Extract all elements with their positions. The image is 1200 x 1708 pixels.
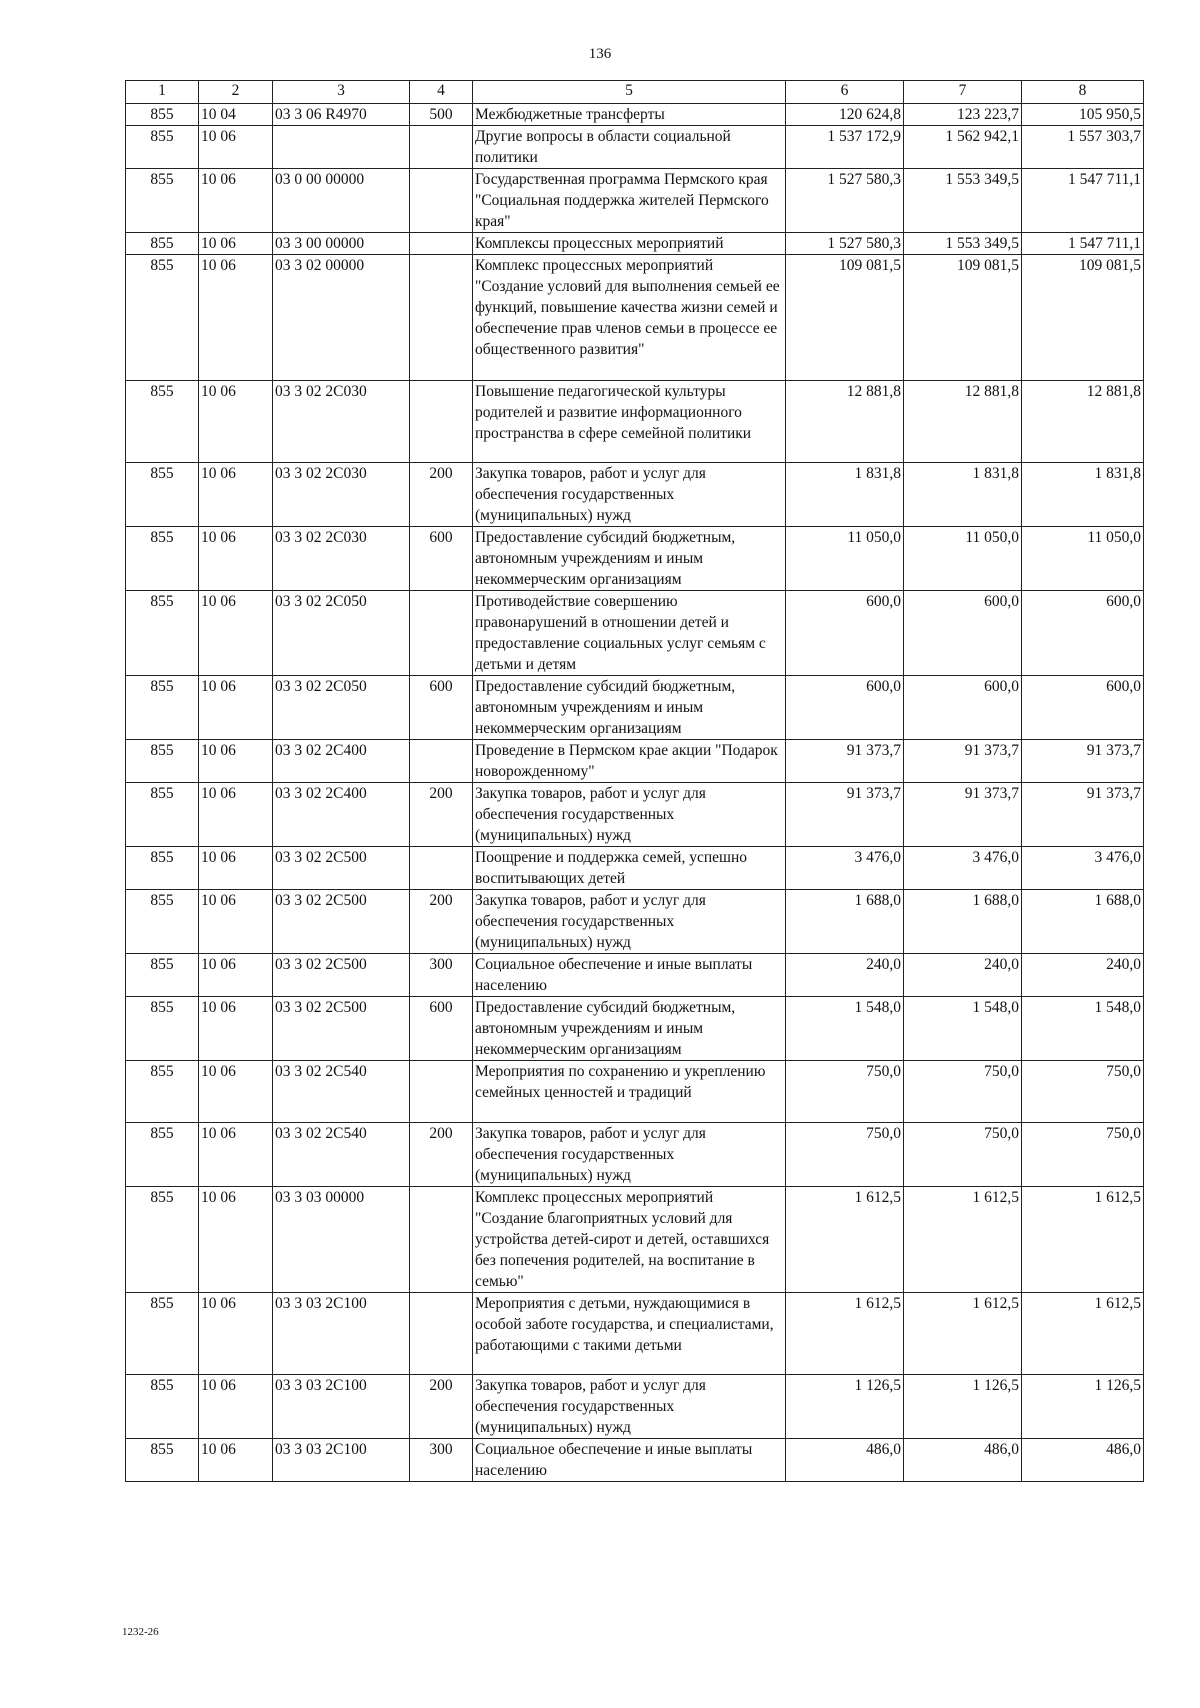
amount-year3-cell: 600,0 — [1022, 591, 1144, 676]
description-cell: Социальное обеспечение и иные выплаты населению — [473, 1439, 786, 1482]
target-article-cell: 03 3 02 2С050 — [273, 676, 410, 740]
expense-type-cell — [410, 740, 473, 783]
amount-year3-cell: 1 557 303,7 — [1022, 126, 1144, 169]
amount-year2-cell: 1 831,8 — [904, 463, 1022, 527]
amount-year1-cell: 109 081,5 — [786, 255, 904, 381]
table-row — [126, 954, 1144, 997]
description-cell: Закупка товаров, работ и услуг для обеспечения государственных (муниципальных) нужд — [473, 890, 786, 954]
amount-year1-cell: 1 831,8 — [786, 463, 904, 527]
description-cell: Комплекс процессных мероприятий "Создание благоприятных условий для устройства детей-сирот и детей, оставшихся без попечения родителей, на воспитание в семью" — [473, 1187, 786, 1293]
ministry-code-cell: 855 — [126, 169, 199, 233]
expense-type-cell — [410, 1187, 473, 1293]
amount-year1-cell: 3 476,0 — [786, 847, 904, 890]
amount-year3-cell: 1 548,0 — [1022, 997, 1144, 1061]
target-article-cell — [273, 126, 410, 169]
amount-year1-cell: 91 373,7 — [786, 740, 904, 783]
amount-year3-cell: 240,0 — [1022, 954, 1144, 997]
amount-year1-cell: 1 548,0 — [786, 997, 904, 1061]
ministry-code-cell: 855 — [126, 954, 199, 997]
description-cell: Закупка товаров, работ и услуг для обеспечения государственных (муниципальных) нужд — [473, 783, 786, 847]
section-code-cell: 10 06 — [199, 1123, 273, 1187]
table-row — [126, 463, 1144, 527]
expense-type-cell — [410, 1293, 473, 1375]
header-cell: 8 — [1022, 81, 1144, 104]
ministry-code-cell: 855 — [126, 1293, 199, 1375]
expense-type-cell: 200 — [410, 1375, 473, 1439]
target-article-cell: 03 3 02 2С540 — [273, 1123, 410, 1187]
target-article-cell: 03 3 03 2С100 — [273, 1439, 410, 1482]
section-code-cell: 10 06 — [199, 1439, 273, 1482]
amount-year3-cell: 1 547 711,1 — [1022, 169, 1144, 233]
amount-year1-cell: 750,0 — [786, 1123, 904, 1187]
description-cell: Межбюджетные трансферты — [473, 104, 786, 126]
table-row — [126, 527, 1144, 591]
section-code-cell: 10 06 — [199, 255, 273, 381]
section-code-cell: 10 06 — [199, 591, 273, 676]
amount-year1-cell: 1 537 172,9 — [786, 126, 904, 169]
table-row — [126, 169, 1144, 233]
amount-year1-cell: 486,0 — [786, 1439, 904, 1482]
amount-year3-cell: 1 831,8 — [1022, 463, 1144, 527]
target-article-cell: 03 3 02 00000 — [273, 255, 410, 381]
section-code-cell: 10 06 — [199, 1187, 273, 1293]
amount-year1-cell: 91 373,7 — [786, 783, 904, 847]
target-article-cell: 03 3 02 2С030 — [273, 463, 410, 527]
section-code-cell: 10 06 — [199, 381, 273, 463]
target-article-cell: 03 3 03 2С100 — [273, 1293, 410, 1375]
table-row — [126, 1187, 1144, 1293]
ministry-code-cell: 855 — [126, 1375, 199, 1439]
expense-type-cell — [410, 233, 473, 255]
description-cell: Предоставление субсидий бюджетным, автономным учреждениям и иным некоммерческим организациям — [473, 997, 786, 1061]
expense-type-cell: 300 — [410, 954, 473, 997]
description-cell: Предоставление субсидий бюджетным, автономным учреждениям и иным некоммерческим организациям — [473, 676, 786, 740]
ministry-code-cell: 855 — [126, 1439, 199, 1482]
amount-year2-cell: 1 553 349,5 — [904, 233, 1022, 255]
target-article-cell: 03 3 02 2С540 — [273, 1061, 410, 1123]
section-code-cell: 10 06 — [199, 997, 273, 1061]
ministry-code-cell: 855 — [126, 255, 199, 381]
amount-year3-cell: 3 476,0 — [1022, 847, 1144, 890]
amount-year2-cell: 486,0 — [904, 1439, 1022, 1482]
table-row — [126, 255, 1144, 381]
amount-year3-cell: 750,0 — [1022, 1061, 1144, 1123]
expense-type-cell: 200 — [410, 890, 473, 954]
amount-year3-cell: 109 081,5 — [1022, 255, 1144, 381]
amount-year2-cell: 600,0 — [904, 591, 1022, 676]
expense-type-cell — [410, 169, 473, 233]
expense-type-cell — [410, 126, 473, 169]
amount-year1-cell: 1 612,5 — [786, 1293, 904, 1375]
section-code-cell: 10 06 — [199, 740, 273, 783]
amount-year2-cell: 91 373,7 — [904, 740, 1022, 783]
table-row — [126, 1439, 1144, 1482]
amount-year1-cell: 1 126,5 — [786, 1375, 904, 1439]
expense-type-cell: 200 — [410, 463, 473, 527]
page-number: 136 — [588, 46, 612, 62]
target-article-cell: 03 3 02 2С050 — [273, 591, 410, 676]
header-cell: 6 — [786, 81, 904, 104]
ministry-code-cell: 855 — [126, 783, 199, 847]
amount-year2-cell: 1 562 942,1 — [904, 126, 1022, 169]
ministry-code-cell: 855 — [126, 1123, 199, 1187]
section-code-cell: 10 06 — [199, 1293, 273, 1375]
table-row — [126, 104, 1144, 126]
expense-type-cell: 600 — [410, 527, 473, 591]
expense-type-cell: 200 — [410, 1123, 473, 1187]
table-row — [126, 1123, 1144, 1187]
target-article-cell: 03 3 02 2С030 — [273, 527, 410, 591]
amount-year2-cell: 91 373,7 — [904, 783, 1022, 847]
amount-year2-cell: 750,0 — [904, 1123, 1022, 1187]
header-cell: 1 — [126, 81, 199, 104]
table-row — [126, 1293, 1144, 1375]
table-row — [126, 847, 1144, 890]
amount-year1-cell: 750,0 — [786, 1061, 904, 1123]
expense-type-cell: 500 — [410, 104, 473, 126]
table-row — [126, 233, 1144, 255]
header-cell: 5 — [473, 81, 786, 104]
section-code-cell: 10 06 — [199, 1061, 273, 1123]
amount-year3-cell: 1 612,5 — [1022, 1293, 1144, 1375]
target-article-cell: 03 3 02 2С500 — [273, 954, 410, 997]
amount-year1-cell: 11 050,0 — [786, 527, 904, 591]
header-cell: 7 — [904, 81, 1022, 104]
table-row — [126, 890, 1144, 954]
section-code-cell: 10 06 — [199, 676, 273, 740]
ministry-code-cell: 855 — [126, 463, 199, 527]
expense-type-cell: 600 — [410, 676, 473, 740]
table-row — [126, 997, 1144, 1061]
target-article-cell: 03 3 02 2С500 — [273, 847, 410, 890]
budget-table — [125, 80, 1144, 1482]
amount-year2-cell: 109 081,5 — [904, 255, 1022, 381]
description-cell: Государственная программа Пермского края "Социальная поддержка жителей Пермского края" — [473, 169, 786, 233]
target-article-cell: 03 3 02 2С030 — [273, 381, 410, 463]
amount-year1-cell: 1 688,0 — [786, 890, 904, 954]
amount-year3-cell: 11 050,0 — [1022, 527, 1144, 591]
expense-type-cell — [410, 591, 473, 676]
amount-year2-cell: 11 050,0 — [904, 527, 1022, 591]
table-row — [126, 1375, 1144, 1439]
description-cell: Закупка товаров, работ и услуг для обеспечения государственных (муниципальных) нужд — [473, 1375, 786, 1439]
table-row — [126, 381, 1144, 463]
expense-type-cell — [410, 1061, 473, 1123]
description-cell: Другие вопросы в области социальной политики — [473, 126, 786, 169]
ministry-code-cell: 855 — [126, 997, 199, 1061]
section-code-cell: 10 06 — [199, 954, 273, 997]
ministry-code-cell: 855 — [126, 890, 199, 954]
amount-year3-cell: 600,0 — [1022, 676, 1144, 740]
amount-year3-cell: 105 950,5 — [1022, 104, 1144, 126]
target-article-cell: 03 3 06 R4970 — [273, 104, 410, 126]
amount-year3-cell: 91 373,7 — [1022, 740, 1144, 783]
target-article-cell: 03 3 02 2С400 — [273, 783, 410, 847]
header-cell: 4 — [410, 81, 473, 104]
amount-year1-cell: 240,0 — [786, 954, 904, 997]
section-code-cell: 10 06 — [199, 233, 273, 255]
amount-year2-cell: 1 126,5 — [904, 1375, 1022, 1439]
amount-year3-cell: 1 126,5 — [1022, 1375, 1144, 1439]
amount-year3-cell: 1 612,5 — [1022, 1187, 1144, 1293]
amount-year3-cell: 486,0 — [1022, 1439, 1144, 1482]
amount-year2-cell: 1 612,5 — [904, 1187, 1022, 1293]
table-row — [126, 676, 1144, 740]
table-row — [126, 591, 1144, 676]
header-cell: 2 — [199, 81, 273, 104]
target-article-cell: 03 3 03 2С100 — [273, 1375, 410, 1439]
amount-year1-cell: 120 624,8 — [786, 104, 904, 126]
header-cell: 3 — [273, 81, 410, 104]
table-row — [126, 740, 1144, 783]
amount-year3-cell: 1 547 711,1 — [1022, 233, 1144, 255]
amount-year1-cell: 1 612,5 — [786, 1187, 904, 1293]
section-code-cell: 10 06 — [199, 783, 273, 847]
section-code-cell: 10 06 — [199, 126, 273, 169]
target-article-cell: 03 0 00 00000 — [273, 169, 410, 233]
section-code-cell: 10 06 — [199, 1375, 273, 1439]
target-article-cell: 03 3 03 00000 — [273, 1187, 410, 1293]
description-cell: Проведение в Пермском крае акции "Подарок новорожденному" — [473, 740, 786, 783]
description-cell: Предоставление субсидий бюджетным, автономным учреждениям и иным некоммерческим организациям — [473, 527, 786, 591]
ministry-code-cell: 855 — [126, 1187, 199, 1293]
amount-year3-cell: 1 688,0 — [1022, 890, 1144, 954]
amount-year2-cell: 1 548,0 — [904, 997, 1022, 1061]
amount-year2-cell: 3 476,0 — [904, 847, 1022, 890]
amount-year2-cell: 12 881,8 — [904, 381, 1022, 463]
ministry-code-cell: 855 — [126, 233, 199, 255]
description-cell: Закупка товаров, работ и услуг для обеспечения государственных (муниципальных) нужд — [473, 1123, 786, 1187]
description-cell: Мероприятия по сохранению и укреплению семейных ценностей и традиций — [473, 1061, 786, 1123]
amount-year1-cell: 600,0 — [786, 591, 904, 676]
expense-type-cell: 300 — [410, 1439, 473, 1482]
section-code-cell: 10 06 — [199, 890, 273, 954]
table-row — [126, 126, 1144, 169]
description-cell: Закупка товаров, работ и услуг для обеспечения государственных (муниципальных) нужд — [473, 463, 786, 527]
ministry-code-cell: 855 — [126, 104, 199, 126]
amount-year1-cell: 1 527 580,3 — [786, 169, 904, 233]
expense-type-cell — [410, 847, 473, 890]
target-article-cell: 03 3 00 00000 — [273, 233, 410, 255]
description-cell: Повышение педагогической культуры родителей и развитие информационного пространства в сфере семейной политики — [473, 381, 786, 463]
description-cell: Противодействие совершению правонарушений в отношении детей и предоставление социальных услуг семьям с детьми и детям — [473, 591, 786, 676]
table-row — [126, 783, 1144, 847]
section-code-cell: 10 06 — [199, 169, 273, 233]
description-cell: Комплексы процессных мероприятий — [473, 233, 786, 255]
section-code-cell: 10 04 — [199, 104, 273, 126]
amount-year2-cell: 1 612,5 — [904, 1293, 1022, 1375]
ministry-code-cell: 855 — [126, 527, 199, 591]
amount-year1-cell: 12 881,8 — [786, 381, 904, 463]
amount-year2-cell: 750,0 — [904, 1061, 1022, 1123]
ministry-code-cell: 855 — [126, 676, 199, 740]
amount-year2-cell: 123 223,7 — [904, 104, 1022, 126]
document-code: 1232-26 — [122, 1626, 159, 1638]
ministry-code-cell: 855 — [126, 1061, 199, 1123]
ministry-code-cell: 855 — [126, 847, 199, 890]
amount-year3-cell: 12 881,8 — [1022, 381, 1144, 463]
amount-year2-cell: 1 553 349,5 — [904, 169, 1022, 233]
target-article-cell: 03 3 02 2С400 — [273, 740, 410, 783]
section-code-cell: 10 06 — [199, 527, 273, 591]
amount-year2-cell: 1 688,0 — [904, 890, 1022, 954]
ministry-code-cell: 855 — [126, 591, 199, 676]
target-article-cell: 03 3 02 2С500 — [273, 997, 410, 1061]
expense-type-cell — [410, 255, 473, 381]
expense-type-cell — [410, 381, 473, 463]
ministry-code-cell: 855 — [126, 740, 199, 783]
amount-year1-cell: 600,0 — [786, 676, 904, 740]
target-article-cell: 03 3 02 2С500 — [273, 890, 410, 954]
description-cell: Мероприятия с детьми, нуждающимися в особой заботе государства, и специалистами, работающими с такими детьми — [473, 1293, 786, 1375]
ministry-code-cell: 855 — [126, 381, 199, 463]
expense-type-cell: 600 — [410, 997, 473, 1061]
description-cell: Социальное обеспечение и иные выплаты населению — [473, 954, 786, 997]
section-code-cell: 10 06 — [199, 463, 273, 527]
expense-type-cell: 200 — [410, 783, 473, 847]
amount-year1-cell: 1 527 580,3 — [786, 233, 904, 255]
description-cell: Комплекс процессных мероприятий "Создание условий для выполнения семьей ее функций, повышение качества жизни семей и обеспечение прав членов семьи в процессе ее общественного развития" — [473, 255, 786, 381]
section-code-cell: 10 06 — [199, 847, 273, 890]
description-cell: Поощрение и поддержка семей, успешно воспитывающих детей — [473, 847, 786, 890]
amount-year3-cell: 91 373,7 — [1022, 783, 1144, 847]
amount-year2-cell: 240,0 — [904, 954, 1022, 997]
ministry-code-cell: 855 — [126, 126, 199, 169]
header-row — [126, 81, 1144, 104]
table-row — [126, 1061, 1144, 1123]
amount-year2-cell: 600,0 — [904, 676, 1022, 740]
amount-year3-cell: 750,0 — [1022, 1123, 1144, 1187]
